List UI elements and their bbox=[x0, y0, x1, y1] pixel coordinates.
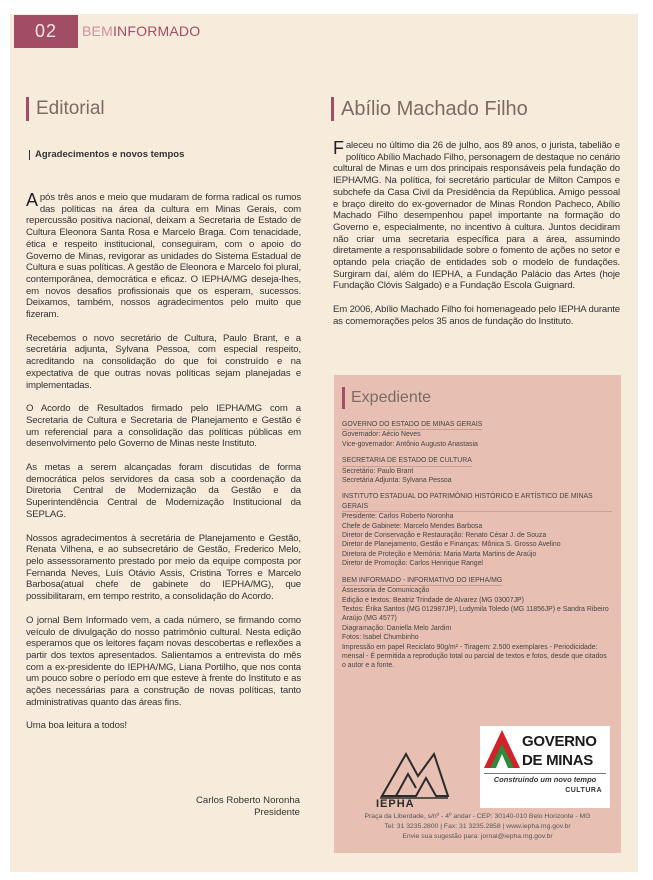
editorial-paragraph-3: O Acordo de Resultados firmado pelo IEPHA/MG com a Secretaria de Cultura e Secretaria de Planejamento e Gestão é um referencial para a consolidação das políticas públicas em desenvolvimento pelo Governo de Minas neste Instituto. bbox=[26, 403, 301, 450]
expediente-line: Edição e textos: Beatriz Trindade de Alvarez (MG 03007JP) bbox=[342, 596, 524, 604]
expediente-line: Governador: Aécio Neves bbox=[342, 431, 421, 439]
address-line: Envie sua sugestão para: jornal@iepha.mg.gov.br bbox=[402, 833, 553, 840]
editorial-dropcap: A bbox=[26, 190, 38, 210]
expediente-line: Chefe de Gabinete: Marcelo Mendes Barbosa bbox=[342, 522, 483, 530]
expediente-line: Presidente: Carlos Roberto Noronha bbox=[342, 513, 454, 521]
magazine-name bbox=[82, 21, 200, 41]
expediente-block bbox=[342, 420, 612, 449]
expediente-line: Secretário: Paulo Brant bbox=[342, 467, 414, 475]
address-line: Praça da Liberdade, s/nº - 4º andar - CEP: 30140-010 Belo Horizonte - MG bbox=[364, 813, 591, 820]
editorial-paragraph-1: Após três anos e meio que mudaram de forma radical os rumos das políticas na área da cultura em Minas Gerais, com repercussão positiva nacional, deixam a Secretaria de Estado de Cultura Eleonora Santa Rosa e Marcelo Braga. Com tenacidade, ética e respeito institucional, conseguiram, com o apoio do Governo de Minas, revigorar as unidades do Sistema Estadual de Cultura e suas políticas. A gestão de Eleonora e Marcelo foi plural, contemporânea, democrática e eficaz. O IEPHA/MG deseja-lhes, em novos desafios profissionais que os esperam, sucessos. Deixamos, também, nossos agradecimentos pelo muito que fizeram. bbox=[26, 190, 301, 321]
expediente-block bbox=[342, 576, 612, 671]
expediente-block-head: INSTITUTO ESTADUAL DO PATRIMÔNIO HISTÓRICO E ARTÍSTICO DE MINAS GERAIS bbox=[342, 492, 612, 512]
governo-cultura: CULTURA bbox=[565, 787, 602, 794]
editorial-paragraph-4: As metas a serem alcançadas foram discutidas de forma democrática pelos servidores da casa sob a coordenação da Diretoria Central de Modernização da Gestão e da Superintendência Central de Modernização Institucional da SEPLAG. bbox=[26, 462, 301, 520]
expediente-block bbox=[342, 456, 612, 485]
expediente-title: Expediente bbox=[342, 387, 431, 409]
page-number: 02 bbox=[14, 15, 78, 48]
editorial-paragraph-7: Uma boa leitura a todos! bbox=[26, 720, 127, 732]
expediente-line: Fotos: Isabel Chumbinho bbox=[342, 634, 419, 642]
expediente-block-head: GOVERNO DO ESTADO DE MINAS GERAIS bbox=[342, 420, 482, 430]
expediente-block-head: SECRETARIA DE ESTADO DE CULTURA bbox=[342, 456, 472, 466]
expediente-line: Diretora de Proteção e Memória: Maria Marta Martins de Araújo bbox=[342, 550, 537, 558]
editorial-paragraph-5: Nossos agradecimentos à secretária de Planejamento e Gestão, Renata Vilhena, e ao subsecretário de Gestão, Frederico Melo, pelo assessoramento prestado por meio da equipe composta por Fernanda Neves, Luís Otávio Assis, Cristina Torres e Marcelo Barbosa(atual chefe de gabinete do IEPHA/MG), que possibilitaram, em tempo restrito, a consolidação do Acordo. bbox=[26, 532, 301, 603]
expediente-line: Textos: Érika Santos (MG 012987JP), Ludymila Toledo (MG 11856JP) e Sandra Ribeiro Araújo (MG 4577) bbox=[342, 605, 609, 623]
magazine-name-part1: BEM bbox=[82, 23, 113, 39]
governo-minas-logo bbox=[480, 726, 610, 808]
editorial-heading: Editorial bbox=[26, 97, 105, 121]
expediente-line: Diretor de Promoção: Carlos Henrique Rangel bbox=[342, 560, 483, 568]
governo-line1: GOVERNO bbox=[522, 733, 597, 750]
obituary-paragraph-1: Faleceu no último dia 26 de julho, aos 89 anos, o jurista, tabelião e político Abílio Machado Filho, personagem de destaque no cenário cultural de Minas e um dos principais responsáveis pela fundação do IEPHA/MG. Na política, foi secretário particular de Milton Campos e subchefe da Casa Civil da Presidência da República. Amigo pessoal e braço direito do ex-governador de Minas Rondon Pacheco, Abílio Machado Filho desempenhou papel importante na formação do Governo e, especialmente, no incentivo à cultura. Juntos decidiram não criar uma secretaria específica para a área, assumindo diretamente a responsabilidade sobre o fomento de ações no setor e optando pela criação de entidades sob o modelo de fundações. Surgiram daí, além do IEPHA, a Fundação Palácio das Artes (hoje Fundação Clóvis Salgado) e a Fundação Escola Guignard. bbox=[333, 138, 620, 292]
magazine-name-part2: INFORMADO bbox=[112, 23, 201, 39]
expediente-line: Diretor de Conservação e Restauração: Renato César J. de Souza bbox=[342, 532, 547, 540]
expediente-block-head: BEM INFORMADO - INFORMATIVO DO IEPHA/MG bbox=[342, 576, 502, 586]
obituary-heading: Abílio Machado Filho bbox=[331, 97, 528, 121]
expediente-line: Vice-governador: Antônio Augusto Anastasia bbox=[342, 440, 478, 448]
editorial-paragraph-2: Recebemos o novo secretário de Cultura, Paulo Brant, e a secretária adjunta, Sylvana Pessoa, com especial respeito, acreditando na consolidação do que foi construído e na expectativa de que outras novas políticas sejam planejadas e implementadas. bbox=[26, 332, 301, 391]
expediente-block bbox=[342, 492, 612, 568]
signature-title: Presidente bbox=[254, 807, 300, 818]
signature-name: Carlos Roberto Noronha bbox=[196, 795, 300, 806]
editorial-subheading: Agradecimentos e novos tempos bbox=[29, 150, 184, 160]
governo-line2: DE MINAS bbox=[522, 752, 593, 769]
editorial-paragraph-6: O jornal Bem Informado vem, a cada número, se firmando como veículo de divulgação do nosso patrimônio cultural. Nesta edição esperamos que os leitores façam novas descobertas e reflexões a partir dos textos apresentados. Salientamos a entrevista do mês com a ex-presidente do IEPHA/MG, Liana Portilho, que nos conta um pouco sobre o período em que esteve à frente do Instituto e as ações necessárias para a construção de novas políticas, tanto administrativas quanto das áreas fins. bbox=[26, 614, 301, 708]
governo-triangle-icon bbox=[482, 728, 522, 772]
footer-address bbox=[345, 812, 610, 842]
editorial-signature bbox=[150, 795, 300, 819]
governo-name bbox=[522, 732, 597, 770]
editorial-body bbox=[26, 192, 301, 744]
iepha-label: IEPHA bbox=[376, 798, 415, 810]
expediente-line: Assessoria de Comunicação bbox=[342, 587, 430, 595]
expediente-line: Diagramação: Daniella Melo Jardim bbox=[342, 624, 452, 632]
obituary-body bbox=[333, 140, 620, 340]
expediente-line: Secretária Adjunta: Sylvana Pessoa bbox=[342, 477, 452, 485]
iepha-logo bbox=[376, 746, 452, 812]
governo-slogan: Construindo um novo tempo bbox=[484, 773, 606, 784]
obituary-dropcap: F bbox=[333, 138, 344, 158]
expediente-line: Diretor de Planejamento, Gestão e Finanças: Mônica S. Grosso Avelino bbox=[342, 541, 561, 549]
expediente-body bbox=[342, 420, 612, 678]
obituary-paragraph-2: Em 2006, Abílio Machado Filho foi homenageado pelo IEPHA durante as comemorações pelos 35 anos de fundação do Instituto. bbox=[333, 304, 620, 327]
expediente-line: Impressão em papel Reciclato 90g/m² - Tiragem: 2.500 exemplares - Periodicidade: mensal - É permitida a reprodução total ou parcial de textos e fotos, desde que citados o autor e a fonte. bbox=[342, 643, 607, 670]
address-line: Tel: 31 3235.2800 | Fax: 31 3235.2858 | www.iepha.mg.gov.br bbox=[384, 823, 571, 830]
